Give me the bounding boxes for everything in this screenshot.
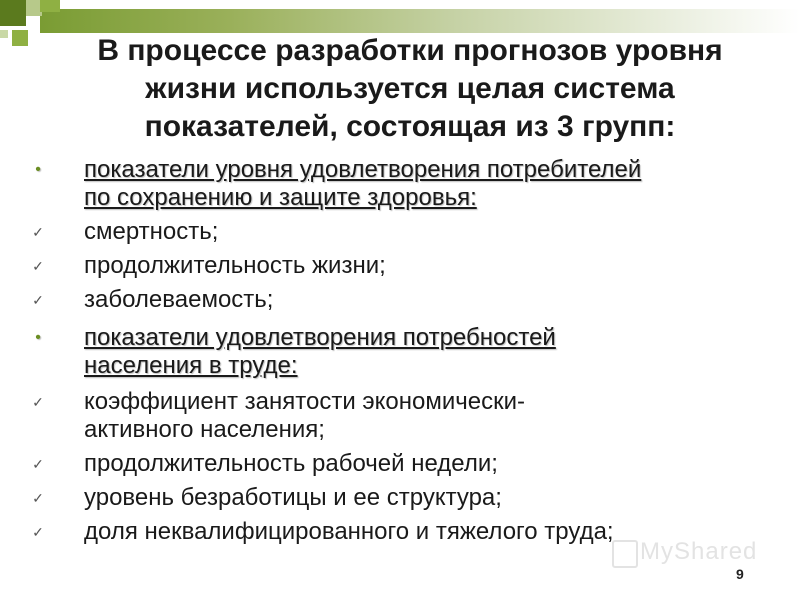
- checkmark-icon: ✓: [32, 394, 44, 410]
- list-item: [32, 484, 774, 512]
- checkmark-icon: ✓: [32, 524, 44, 540]
- item-text-line-1: показатели уровня удовлетворения потребителей: [84, 156, 642, 183]
- list-item-group-health: [35, 156, 774, 212]
- checkmark-icon: ✓: [32, 456, 44, 472]
- decor-square-dark: [0, 0, 26, 26]
- page-number: 9: [736, 566, 744, 582]
- title-line-1: В процессе разработки прогнозов уровня: [97, 34, 723, 67]
- list-item: [32, 252, 774, 280]
- item-text: уровень безработицы и ее структура;: [84, 484, 502, 511]
- item-text-line-2: по сохранению и защите здоровья:: [84, 184, 477, 211]
- item-text: продолжительность рабочей недели;: [84, 450, 498, 477]
- decor-square-mid: [40, 0, 60, 12]
- list-item: [32, 388, 774, 444]
- item-text: продолжительность жизни;: [84, 252, 386, 279]
- item-text-line-1: показатели удовлетворения потребностей: [84, 324, 556, 351]
- list-item: [32, 450, 774, 478]
- item-text: доля неквалифицированного и тяжелого труда;: [84, 518, 614, 545]
- checkmark-icon: ✓: [32, 258, 44, 274]
- item-text-line-2: населения в труде:: [84, 352, 298, 379]
- slide-title: [40, 32, 780, 146]
- item-text-line-2: активного населения;: [84, 416, 325, 443]
- decor-square-small-2: [0, 30, 8, 38]
- checkmark-icon: ✓: [32, 224, 44, 240]
- watermark-icon: [612, 540, 638, 568]
- watermark-text: MyShared: [640, 538, 758, 565]
- header-gradient-bar: [40, 9, 800, 33]
- list-item: [32, 286, 774, 314]
- list-item-group-labor: [35, 324, 774, 380]
- bullet-icon: •: [35, 161, 41, 178]
- item-text-line-1: коэффициент занятости экономически-: [84, 388, 526, 415]
- decor-square-small: [12, 30, 28, 46]
- list-item: [32, 218, 774, 246]
- checkmark-icon: ✓: [32, 490, 44, 506]
- item-text: заболеваемость;: [84, 286, 274, 313]
- item-text: смертность;: [84, 218, 219, 245]
- title-line-2: жизни используется целая система: [145, 72, 675, 105]
- bullet-icon: •: [35, 329, 41, 346]
- title-line-3: показателей, состоящая из 3 групп:: [144, 110, 676, 143]
- checkmark-icon: ✓: [32, 292, 44, 308]
